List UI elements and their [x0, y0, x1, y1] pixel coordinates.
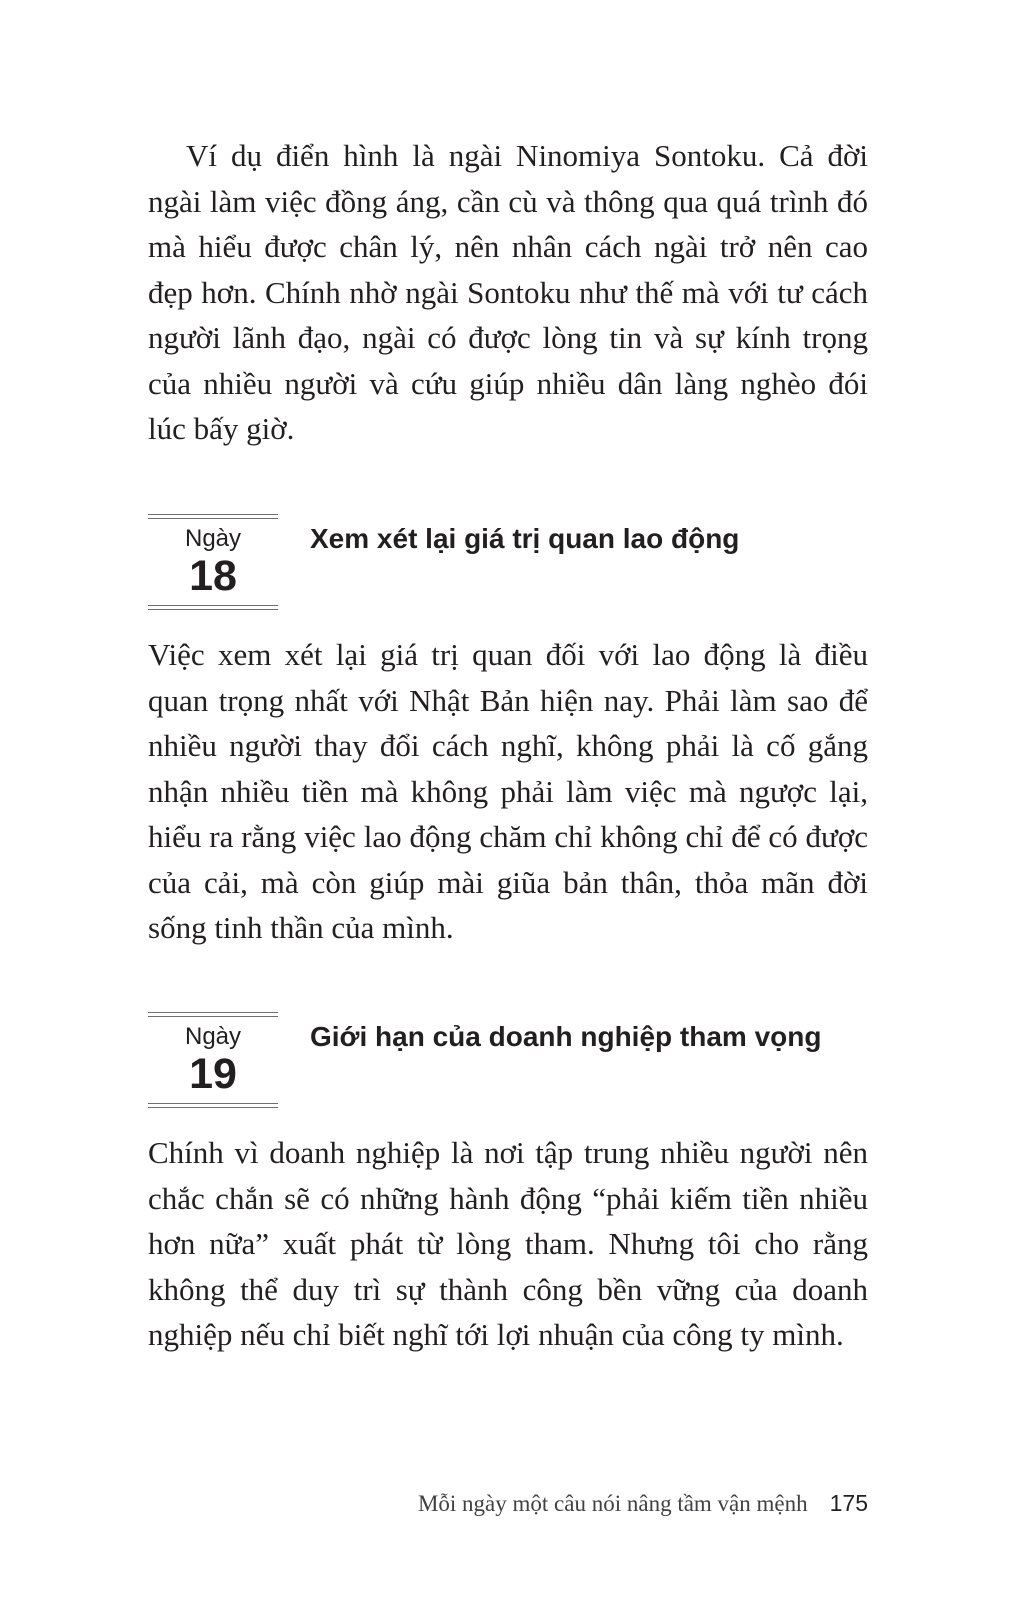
badge-top-rule — [148, 1012, 278, 1017]
section-body-18: Việc xem xét lại giá trị quan đối với lao động là điều quan trọng nhất với Nhật Bản hiện nay. Phải làm sao để nhiều người thay đổi cách nghĩ, không phải là cố gắng nhận nhiều tiền mà không phải làm việc mà ngược lại, hiểu ra rằng việc lao động chăm chỉ không chỉ để có được của cải, mà còn giúp mài giũa bản thân, thỏa mãn đời sống tinh thần của mình. — [148, 637, 868, 945]
section-body-19: Chính vì doanh nghiệp là nơi tập trung nhiều người nên chắc chắn sẽ có những hành động “phải kiếm tiền nhiều hơn nữa” xuất phát từ lòng tham. Nhưng tôi cho rằng không thể duy trì sự thành công bền vững của doanh nghiệp nếu chỉ biết nghĩ tới lợi nhuận của công ty mình. — [148, 1135, 868, 1352]
page-number: 175 — [829, 1490, 868, 1516]
badge-bottom-rule — [148, 605, 278, 610]
day-number: 19 — [189, 1050, 237, 1098]
page-footer — [418, 1490, 868, 1517]
section-heading-18: Xem xét lại giá trị quan lao động — [310, 523, 740, 554]
day-label: Ngày — [184, 1023, 242, 1050]
day-badge-18 — [148, 514, 278, 610]
intro-paragraph: Ví dụ điển hình là ngài Ninomiya Sontoku. Cả đời ngài làm việc đồng áng, cần cù và thông qua quá trình đó mà hiểu được chân lý, nên nhân cách ngài trở nên cao đẹp hơn. Chính nhờ ngài Sontoku như thế mà với tư cách người lãnh đạo, ngài có được lòng tin và sự kính trọng của nhiều người và cứu giúp nhiều dân làng nghèo đói lúc bấy giờ. — [148, 138, 868, 446]
running-title: Mỗi ngày một câu nói nâng tầm vận mệnh — [417, 1491, 808, 1516]
badge-bottom-rule — [148, 1103, 278, 1108]
day-badge-19 — [148, 1012, 278, 1108]
section-heading-19: Giới hạn của doanh nghiệp tham vọng — [310, 1021, 822, 1052]
day-label: Ngày — [184, 525, 242, 552]
badge-top-rule — [148, 514, 278, 519]
day-number: 18 — [189, 552, 237, 600]
